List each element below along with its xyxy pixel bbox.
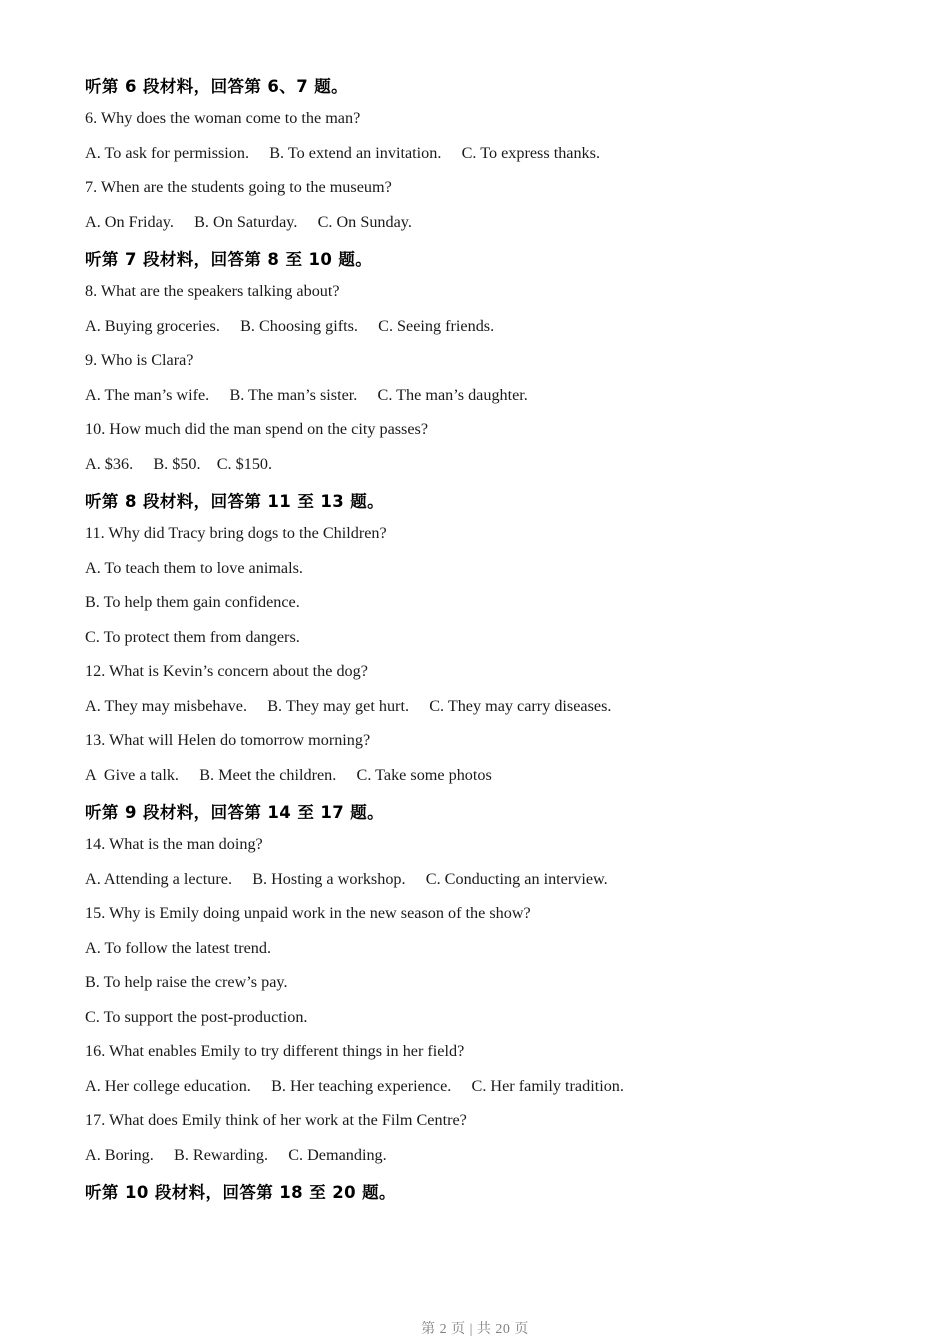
listening-section bbox=[85, 74, 685, 232]
option-line: A. They may misbehave. B. They may get hurt. C. They may carry diseases. bbox=[85, 696, 612, 715]
question-line: 16. What enables Emily to try different things in her field? bbox=[85, 1042, 465, 1060]
section-heading: 听第 7 段材料，回答第 8 至 10 题。 bbox=[85, 250, 373, 269]
section-heading: 听第 10 段材料，回答第 18 至 20 题。 bbox=[85, 1183, 396, 1202]
question-line: 11. Why did Tracy bring dogs to the Children? bbox=[85, 524, 387, 542]
option-line: C. To protect them from dangers. bbox=[85, 627, 300, 646]
section-heading: 听第 8 段材料，回答第 11 至 13 题。 bbox=[85, 492, 385, 511]
question-line: 8. What are the speakers talking about? bbox=[85, 282, 340, 300]
option-line: B. To help raise the crew’s pay. bbox=[85, 973, 288, 991]
question-line: 9. Who is Clara? bbox=[85, 351, 194, 369]
option-line: A. To teach them to love animals. bbox=[85, 558, 303, 577]
section-heading: 听第 6 段材料，回答第 6、7 题。 bbox=[85, 77, 349, 96]
question-line: 12. What is Kevin’s concern about the dog? bbox=[85, 662, 368, 680]
question-line: 7. When are the students going to the museum? bbox=[85, 178, 392, 196]
option-line: B. To help them gain confidence. bbox=[85, 593, 300, 611]
option-line: A. Buying groceries. B. Choosing gifts. C. Seeing friends. bbox=[85, 316, 495, 335]
option-line: A. The man’s wife. B. The man’s sister. C. The man’s daughter. bbox=[85, 385, 528, 404]
option-line: A. To follow the latest trend. bbox=[85, 938, 272, 957]
question-line: 13. What will Helen do tomorrow morning? bbox=[85, 731, 371, 749]
question-line: 10. How much did the man spend on the city passes? bbox=[85, 420, 429, 438]
option-line: C. To support the post-production. bbox=[85, 1007, 308, 1026]
option-line: A. Attending a lecture. B. Hosting a workshop. C. Conducting an interview. bbox=[85, 869, 608, 888]
option-line: A. To ask for permission. B. To extend an invitation. C. To express thanks. bbox=[85, 143, 601, 162]
option-line: A. Her college education. B. Her teaching experience. C. Her family tradition. bbox=[85, 1076, 624, 1095]
page-content bbox=[85, 74, 685, 1215]
listening-section bbox=[85, 489, 685, 785]
option-line: A. Boring. B. Rewarding. C. Demanding. bbox=[85, 1145, 387, 1164]
listening-section bbox=[85, 1180, 685, 1206]
option-line: A Give a talk. B. Meet the children. C. Take some photos bbox=[85, 765, 492, 784]
option-line: A. On Friday. B. On Saturday. C. On Sunday. bbox=[85, 212, 412, 231]
section-heading: 听第 9 段材料，回答第 14 至 17 题。 bbox=[85, 803, 385, 822]
listening-section bbox=[85, 800, 685, 1165]
question-line: 15. Why is Emily doing unpaid work in the new season of the show? bbox=[85, 904, 531, 922]
listening-section bbox=[85, 247, 685, 474]
option-line: A. $36. B. $50. C. $150. bbox=[85, 454, 273, 473]
question-line: 6. Why does the woman come to the man? bbox=[85, 109, 361, 127]
question-line: 14. What is the man doing? bbox=[85, 835, 263, 853]
page-footer: 第 2 页 | 共 20 页 bbox=[421, 1322, 529, 1337]
question-line: 17. What does Emily think of her work at the Film Centre? bbox=[85, 1111, 467, 1129]
